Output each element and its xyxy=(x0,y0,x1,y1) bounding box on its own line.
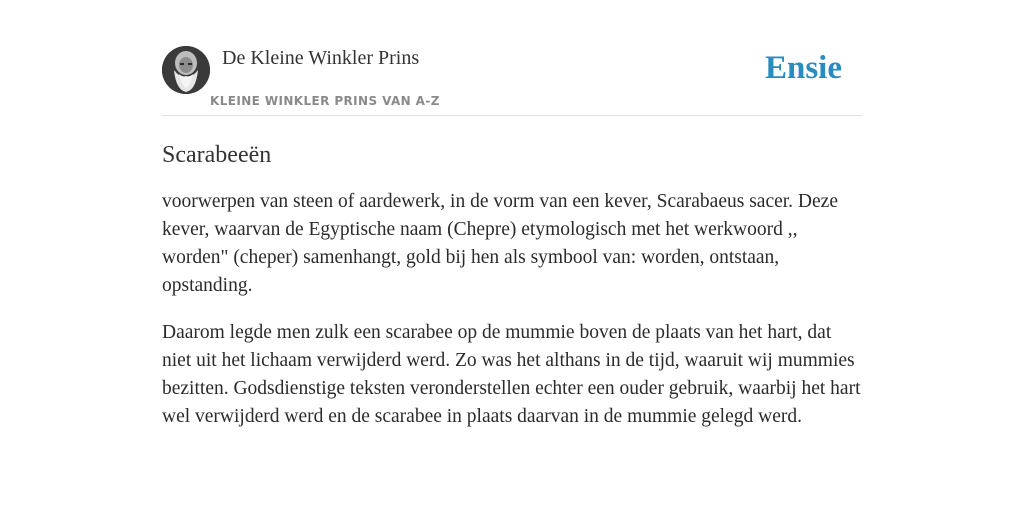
author-avatar[interactable] xyxy=(162,46,210,94)
entry-paragraph: Daarom legde men zulk een scarabee op de mummie boven de plaats van het hart, dat niet uit het lichaam verwijderd werd. Zo was het althans in de tijd, waaruit wij mummies bezitten. Godsdienstige teksten veronderstellen echter een ouder gebruik, waarbij het hart wel verwijderd werd en de scarabee in plaats daarvan in de mummie gelegd werd. xyxy=(162,322,861,427)
source-title[interactable]: De Kleine Winkler Prins xyxy=(222,47,420,69)
entry-paragraph: voorwerpen van steen of aardewerk, in de vorm van een kever, Scarabaeus sacer. Deze kever, waarvan de Egyptische naam (Chepre) etymologisch met het werkwoord ,, worden" (cheper) samenhangt, gold bij hen als symbool van: worden, ontstaan, opstanding. xyxy=(162,191,838,296)
entry-card xyxy=(162,40,862,431)
source-subtitle[interactable]: KLEINE WINKLER PRINS VAN A-Z xyxy=(210,94,440,108)
entry-title: Scarabeeën xyxy=(162,142,272,168)
entry-header xyxy=(162,40,862,116)
bearded-man-portrait-icon xyxy=(162,46,210,94)
brand-logo[interactable]: Ensie xyxy=(764,50,842,86)
